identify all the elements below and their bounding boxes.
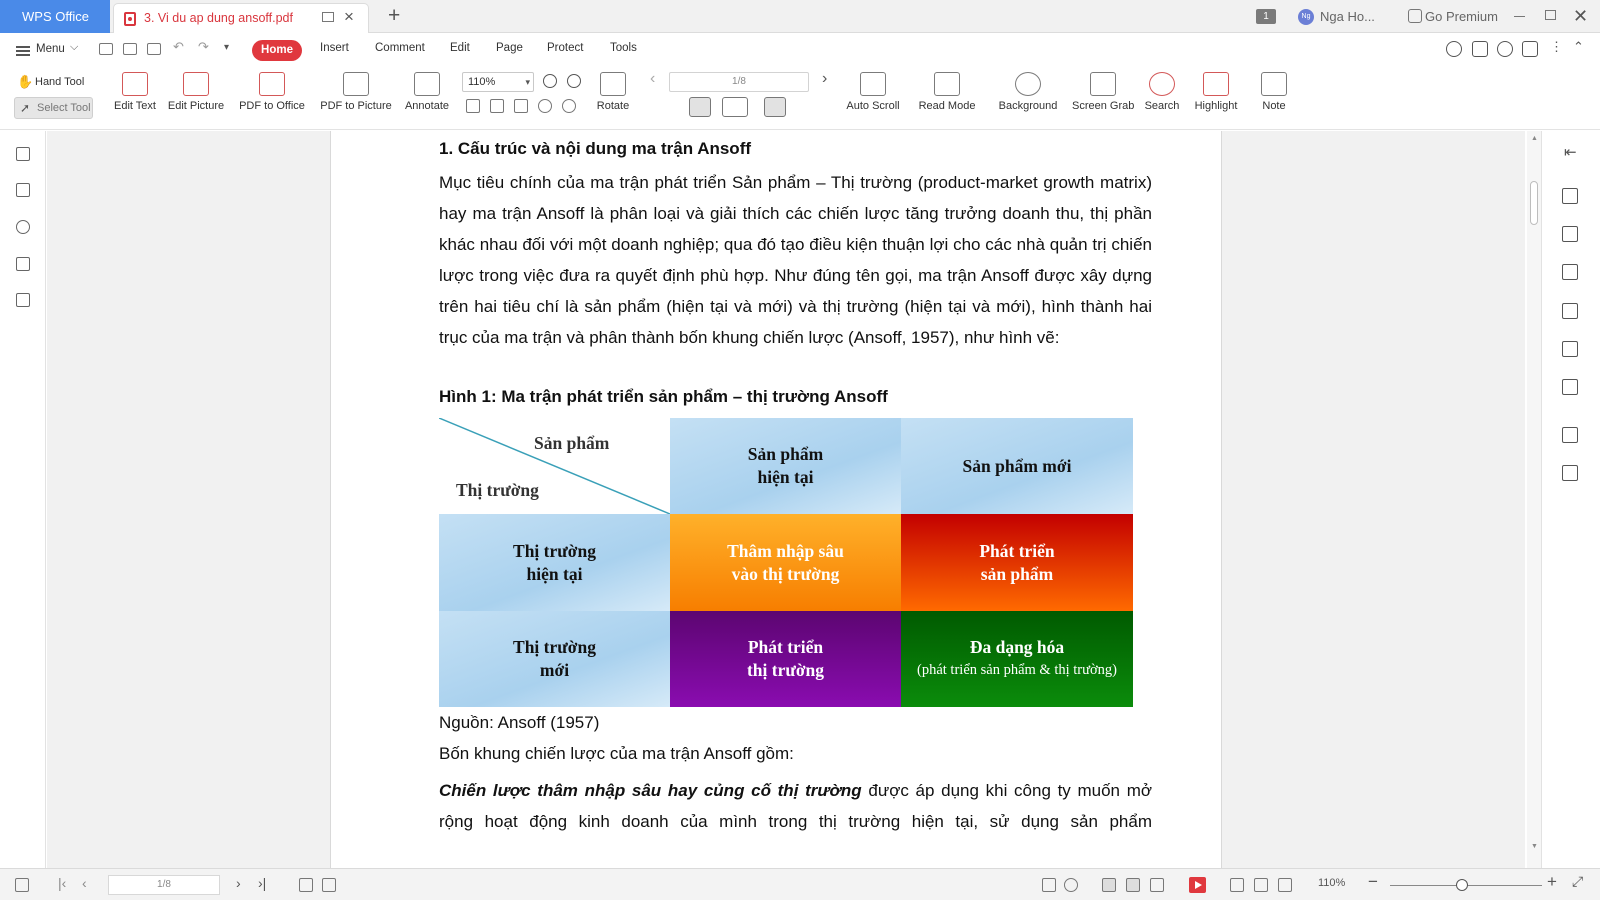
fit-page-icon[interactable] [490, 99, 504, 113]
background-button[interactable]: Background [993, 66, 1063, 122]
attachment-icon[interactable] [16, 220, 30, 234]
edit-text-icon [122, 72, 148, 96]
close-window-icon[interactable]: ✕ [1573, 6, 1589, 26]
market-penetration-cell: Thâm nhập sâu vào thị trường [670, 514, 901, 611]
settings-icon[interactable] [1497, 41, 1513, 57]
form-icon[interactable] [1562, 303, 1578, 319]
export-document-icon[interactable] [1562, 264, 1578, 280]
header-current-market: Thị trường hiện tại [439, 514, 670, 611]
note-button[interactable]: Note [1256, 66, 1292, 122]
open-folder-icon[interactable] [99, 43, 113, 55]
print-icon[interactable] [1562, 427, 1578, 443]
annotate-icon [414, 72, 440, 96]
menu-button[interactable]: Menu [36, 43, 65, 55]
new-tab-button[interactable]: + [388, 4, 401, 27]
pdf-file-icon [124, 12, 136, 26]
status-bar [0, 868, 1600, 900]
translate-icon[interactable] [1562, 465, 1578, 481]
tab-home[interactable]: Home [252, 40, 302, 61]
last-page-icon[interactable]: ›| [258, 875, 267, 891]
next-page-icon[interactable]: › [236, 875, 241, 891]
thumbnail-icon[interactable] [16, 183, 30, 197]
section-heading: 1. Cấu trúc và nội dung ma trận Ansoff [439, 139, 752, 158]
compare-icon[interactable] [1562, 379, 1578, 395]
premium-icon [1408, 9, 1422, 23]
paragraph: Chiến lược thâm nhập sâu hay củng cố thị trường được áp dụng khi công ty muốn mở rộng hoạt động kinh doanh của mình trong thị trường hiện tại, sử dụng sản phẩm [439, 781, 1153, 831]
tab-close-icon[interactable]: × [344, 7, 354, 26]
rotate-button[interactable]: Rotate [592, 66, 634, 122]
single-page-view-icon[interactable] [689, 97, 711, 117]
collapse-panel-icon[interactable]: ⇤ [1564, 144, 1577, 161]
auto-scroll-button[interactable]: Auto Scroll [842, 66, 904, 122]
figure-caption: Hình 1: Ma trận phát triển sản phẩm – thị trường Ansoff [439, 387, 888, 406]
minimize-icon[interactable] [1514, 16, 1525, 17]
zoom-select[interactable]: 110% ▾ [462, 72, 534, 92]
hand-tool-button[interactable]: ✋ Hand Tool [15, 73, 84, 91]
paragraph: Mục tiêu chính của ma trận phát triển Sản phẩm – Thị trường (product-market growth matrix) hay ma trận Ansoff là phân loại và giải thích các chiến lược tăng trưởng doanh thu, thị phần khác nhau đối với một doanh nghiệp; qua đó tạo điều kiện thuận lợi cho các nhà quản trị chiến lược trong việc đưa ra quyết định phù hợp. Như đúng tên gọi, ma trận Ansoff được xây dựng trên hai tiêu chí là sản phẩm (hiện tại và mới) và thị trường (hiện tại và mới), hình thành hai trục của ma trận và phân thành bốn khung chiến lược (Ansoff, 1957), như hình vẽ: [439, 173, 1152, 347]
tab-page[interactable]: Page [496, 42, 523, 54]
highlight-icon [1203, 72, 1229, 96]
market-development-cell: Phát triển thị trường [670, 611, 901, 707]
status-page-input[interactable]: 1/8 [108, 875, 220, 895]
title-bar [0, 0, 1600, 33]
pdf-to-office-button[interactable]: PDF to Office [234, 66, 310, 122]
save-icon[interactable] [123, 43, 137, 55]
go-premium-button[interactable]: Go Premium [1425, 9, 1498, 24]
diversification-cell: Đa dạng hóa (phát triển sản phẩm & thị trường) [901, 611, 1133, 707]
wps-office-tab[interactable]: WPS Office [0, 0, 110, 33]
axis-label-product: Sản phẩm [534, 433, 610, 453]
annotate-button[interactable]: Annotate [403, 66, 451, 122]
share-user-icon[interactable] [1446, 41, 1462, 57]
two-page-view-icon[interactable] [1150, 878, 1164, 892]
zoom-out-icon[interactable]: − [1368, 872, 1378, 891]
fit-page-icon[interactable] [1254, 878, 1268, 892]
previous-page-icon[interactable]: ‹ [650, 70, 656, 87]
fullscreen-icon[interactable]: ⤢ [1572, 873, 1584, 889]
two-page-view-icon[interactable] [722, 97, 748, 117]
zoom-in-icon[interactable] [567, 74, 581, 88]
continuous-view-icon[interactable] [1102, 878, 1116, 892]
tab-protect[interactable]: Protect [547, 42, 584, 54]
extract-page-icon[interactable] [322, 878, 336, 892]
share-icon[interactable] [1472, 41, 1488, 57]
prev-page-icon[interactable]: ‹ [82, 875, 87, 891]
first-page-icon[interactable]: |‹ [58, 875, 67, 891]
customize-icon[interactable]: ▾ [224, 42, 230, 53]
header-current-product: Sản phẩm hiện tại [670, 418, 901, 514]
ribbon-tabs [0, 36, 1600, 64]
header-new-product: Sản phẩm mới [901, 418, 1133, 514]
continuous-view-icon[interactable] [764, 97, 786, 117]
status-zoom-select[interactable]: 110% [1318, 877, 1346, 889]
sign-icon[interactable] [1562, 341, 1578, 357]
header-new-market: Thị trường mới [439, 611, 670, 707]
edit-picture-icon [183, 72, 209, 96]
signature-icon[interactable] [16, 257, 30, 271]
user-avatar[interactable]: Ng [1298, 9, 1314, 25]
comment-icon[interactable] [1522, 41, 1538, 57]
edit-document-icon[interactable] [1562, 226, 1578, 242]
right-sidebar [1541, 131, 1600, 868]
paragraph: Bốn khung chiến lược của ma trận Ansoff gồm: [439, 744, 794, 763]
toolbar [0, 66, 1600, 130]
search-icon [1149, 72, 1175, 96]
zoom-slider-handle[interactable] [1456, 879, 1468, 891]
axis-label-market: Thị trường [456, 480, 539, 500]
scrollbar-thumb[interactable] [1530, 181, 1538, 225]
product-development-cell: Phát triển sản phẩm [901, 514, 1133, 611]
more-icon[interactable]: ⋮ [1550, 39, 1563, 54]
edit-text-button[interactable]: Edit Text [110, 66, 160, 122]
actual-size-icon[interactable] [1230, 878, 1244, 892]
moon-icon [1015, 72, 1041, 96]
add-document-icon[interactable] [1562, 188, 1578, 204]
select-tool-button[interactable]: ➚ Select Tool [14, 97, 93, 119]
scroll-down-icon[interactable]: ▼ [1531, 843, 1538, 850]
add-page-icon[interactable] [299, 878, 313, 892]
read-mode-icon [934, 72, 960, 96]
bookmark-icon[interactable] [16, 147, 30, 161]
tab-detach-icon[interactable] [322, 12, 334, 22]
user-name[interactable]: Nga Ho... [1320, 9, 1375, 24]
hamburger-icon[interactable] [16, 46, 30, 48]
eye-protect-icon[interactable] [1064, 878, 1078, 892]
document-tab-title: 3. Vi du ap dung ansoff.pdf [144, 11, 293, 25]
sync-icon[interactable] [1042, 878, 1056, 892]
ansoff-matrix [439, 418, 1146, 708]
tab-edit[interactable]: Edit [450, 42, 470, 54]
document-canvas[interactable] [47, 131, 1525, 868]
pdf-to-picture-icon [343, 72, 369, 96]
tab-count-badge[interactable]: 1 [1256, 9, 1276, 24]
rotate-left-icon[interactable] [538, 99, 552, 113]
pdf-page [330, 131, 1222, 868]
document-tab[interactable] [113, 3, 369, 33]
highlight-button[interactable]: Highlight [1188, 66, 1244, 122]
read-mode-button[interactable]: Read Mode [917, 66, 977, 122]
print-icon[interactable] [147, 43, 161, 55]
note-icon [1261, 72, 1287, 96]
vertical-scrollbar[interactable] [1527, 131, 1541, 868]
auto-scroll-icon [860, 72, 886, 96]
chevron-down-icon[interactable]: ⌵ [70, 41, 79, 53]
fit-width-icon[interactable] [1278, 878, 1292, 892]
play-slideshow-icon[interactable] [1189, 877, 1206, 893]
restore-icon[interactable] [1545, 10, 1556, 20]
next-page-icon[interactable]: › [822, 70, 828, 87]
actual-size-icon[interactable] [466, 99, 480, 113]
sidebar-toggle-icon[interactable] [15, 878, 29, 892]
redo-icon[interactable]: ↷ [198, 39, 209, 54]
rotate-icon [600, 72, 626, 96]
rotate-right-icon[interactable] [562, 99, 576, 113]
search-button[interactable]: Search [1143, 66, 1181, 122]
collapse-ribbon-icon[interactable]: ⌃ [1573, 39, 1584, 54]
zoom-out-icon[interactable] [543, 74, 557, 88]
screen-grab-button[interactable]: Screen Grab [1072, 66, 1134, 122]
edit-picture-button[interactable]: Edit Picture [166, 66, 226, 122]
undo-icon[interactable]: ↶ [173, 39, 184, 54]
annotation-list-icon[interactable] [16, 293, 30, 307]
scroll-up-icon[interactable]: ▲ [1531, 135, 1538, 142]
tab-comment[interactable]: Comment [375, 42, 425, 54]
tab-tools[interactable]: Tools [610, 42, 637, 54]
single-page-view-icon[interactable] [1126, 878, 1140, 892]
zoom-in-icon[interactable]: + [1547, 872, 1557, 891]
tab-insert[interactable]: Insert [320, 42, 349, 54]
figure-source: Nguồn: Ansoff (1957) [439, 713, 600, 732]
pdf-to-picture-button[interactable]: PDF to Picture [320, 66, 392, 122]
fit-width-icon[interactable] [514, 99, 528, 113]
pdf-to-office-icon [259, 72, 285, 96]
page-number-input[interactable]: 1/8 [669, 72, 809, 92]
left-sidebar [0, 131, 46, 868]
screen-grab-icon [1090, 72, 1116, 96]
